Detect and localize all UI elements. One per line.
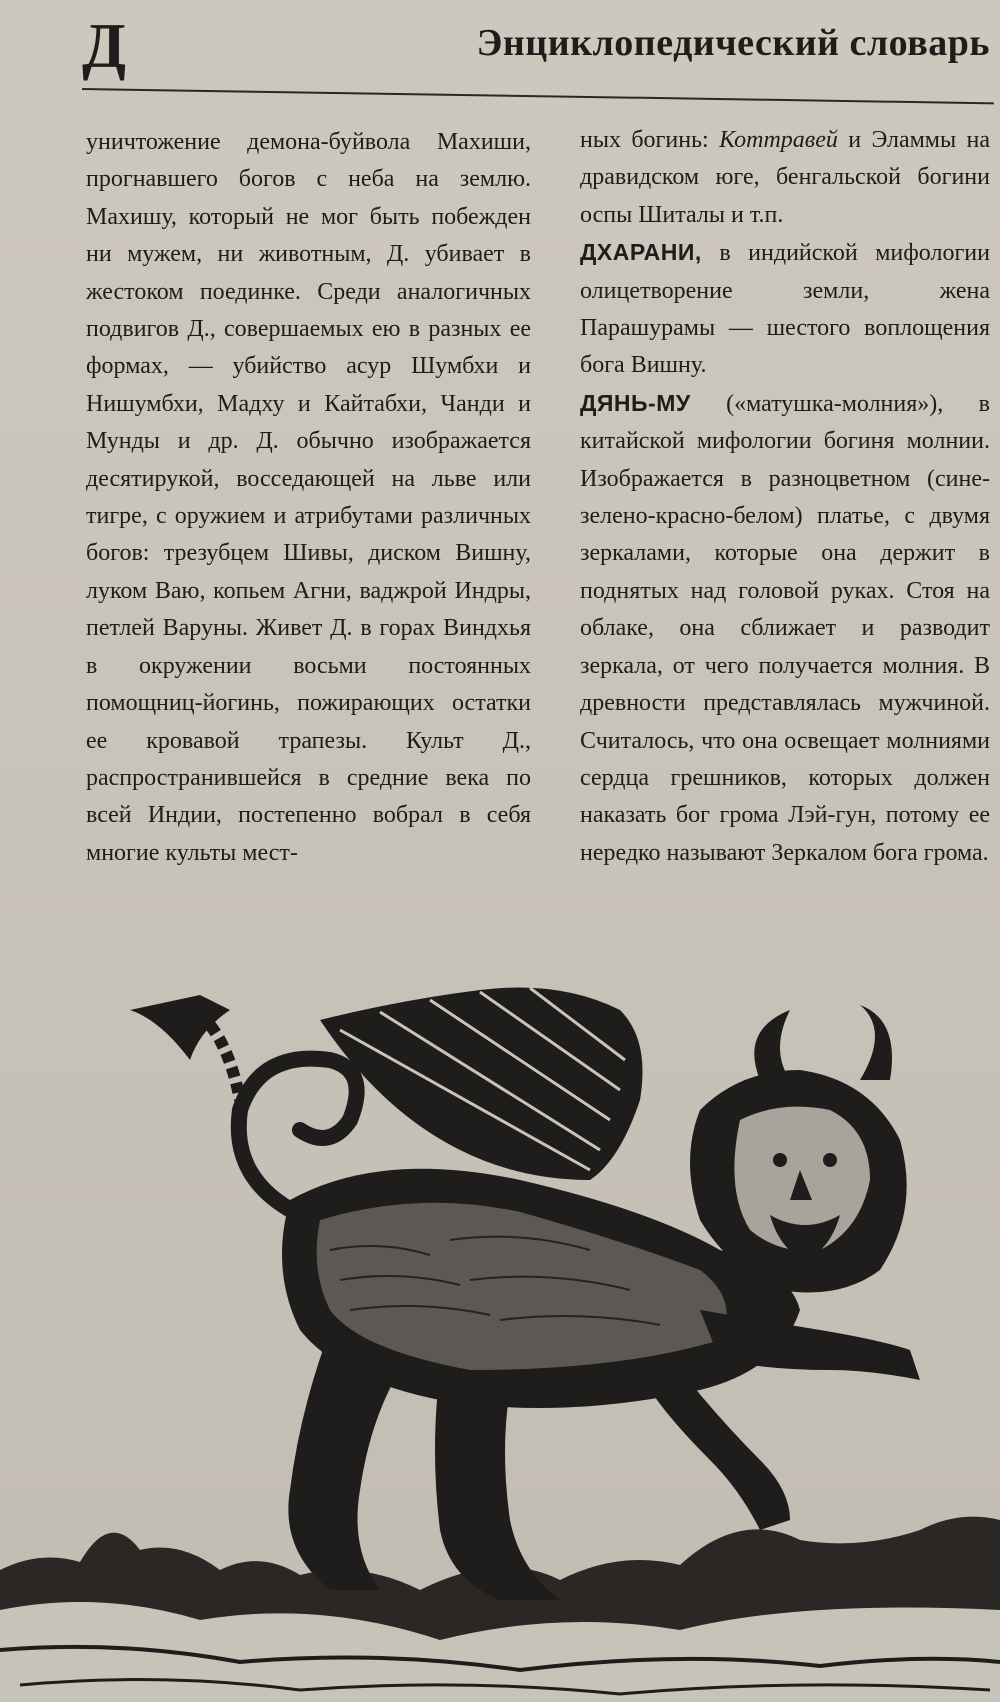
dragon-woodcut-svg: [0, 950, 1000, 1702]
continued-entry-start: ных богинь:: [580, 127, 720, 153]
dragon-woodcut-illustration: [0, 950, 1000, 1702]
headword-dyan-mu: ДЯНЬ-МУ: [580, 389, 691, 416]
continued-entry: [580, 122, 990, 234]
entry-dharani-body: в индийской мифологии олицетворение земли, жена Парашурамы — шестого воплощения бога Вишну.: [580, 240, 990, 379]
left-column-text: уничтожение демона-буйвола Махиши, прогнавшего богов с неба на землю. Махишу, который не мог быть побежден ни мужем, ни животным, Д. убивает в жестоком поединке. Среди аналогичных подвигов Д., совершаемых ею в разных ее формах, — убийство асур Шумбхи и Нишумбхи, Мадху и Кайтабхи, Чанди и Мунды и др. Д. обычно изображается десятирукой, восседающей на льве или тигре, с оружием и атрибутами различных богов: трезубцем Шивы, диском Вишну, луком Ваю, копьем Агни, ваджрой Индры, петлей Варуны. Живет Д. в горах Виндхья в окружении восьми постоянных помощниц-йогинь, пожирающих остатки ее кровавой трапезы. Культ Д., распространившейся в средние века по всей Индии, постепенно вобрал в себя многие культы мест-: [86, 129, 531, 866]
entry-dharani: [580, 234, 990, 385]
dragon-human-head: [690, 1005, 907, 1293]
tail-chain: [210, 1025, 240, 1100]
running-title: Энциклопедический словарь: [476, 22, 990, 64]
headword-dharani: ДХАРАНИ,: [580, 239, 702, 266]
entry-dyan-mu: [580, 385, 990, 872]
section-letter: Д: [82, 10, 127, 81]
left-column: [86, 124, 531, 872]
dragon-wing: [320, 988, 643, 1181]
continued-entry-italic: Коттравей: [719, 127, 838, 153]
right-column: [580, 122, 990, 872]
continued-entry-rest: и Эламмы на дравидском юге, бенгальской богини оспы Шиталы и т.п.: [580, 127, 990, 228]
entry-dyan-mu-body: («матушка-молния»), в китайской мифологии богиня молнии. Изображается в разноцветном (сине-зелено-красно-белом) платье, с двумя зеркалами, которые она держит в поднятых над головой руках. Стоя на облаке, она сближает и разводит зеркала, от чего получается молния. В древности представлялась мужчиной. Считалось, что она освещает молниями сердца грешников, которых должен наказать бог грома Лэй-гун, потому ее нередко называют Зеркалом бога грома.: [580, 390, 990, 866]
header-rule: [82, 88, 994, 104]
